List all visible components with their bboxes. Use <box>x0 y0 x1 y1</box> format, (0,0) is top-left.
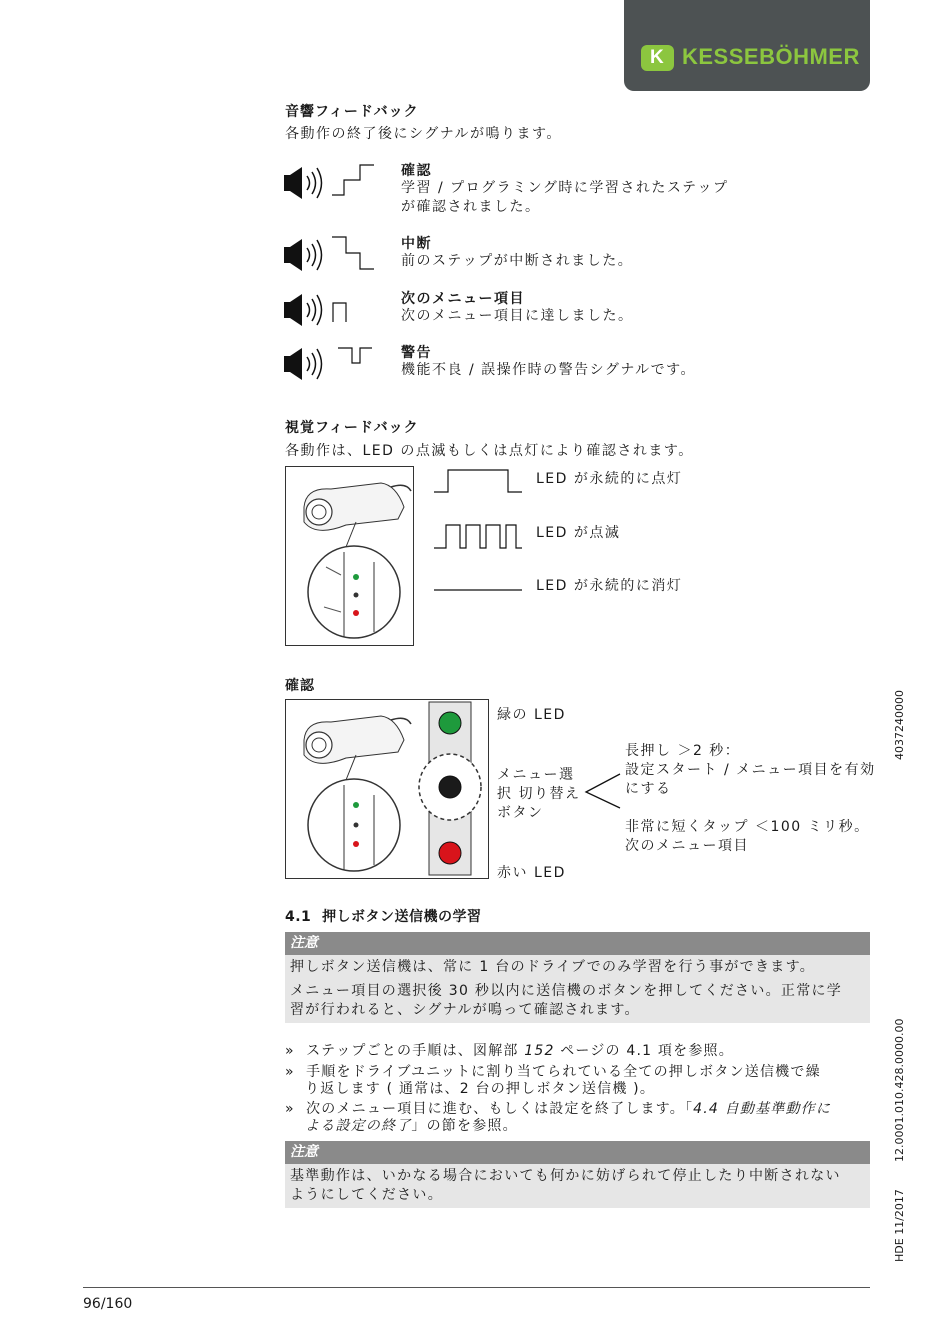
doc-code: 4037240000 <box>893 690 906 760</box>
footer-divider <box>83 1287 870 1288</box>
audio-warning-title: 警告 <box>401 345 432 361</box>
confirm-title: 確認 <box>285 678 315 694</box>
led-off-label: LED が永続的に消灯 <box>536 578 683 594</box>
led-on-waveform-icon <box>434 470 522 492</box>
speaker-icon <box>284 348 322 380</box>
red-led-icon <box>439 842 461 864</box>
audio-abort-title: 中断 <box>401 236 432 252</box>
led-on-label: LED が永続的に点灯 <box>536 471 683 487</box>
confirm-illustration <box>285 699 489 879</box>
bracket-icon <box>582 770 622 810</box>
section-title: 押しボタン送信機の学習 <box>322 909 482 925</box>
waveform-next-icon <box>333 303 346 322</box>
note-1-body <box>285 955 870 1023</box>
device-illustration <box>285 466 414 646</box>
note-1-text-2b: 習が行われると、シグナルが鳴って確認されます。 <box>290 1002 640 1018</box>
red-led-label: 赤い LED <box>497 865 566 881</box>
menu-button-label-3: ボタン <box>497 805 544 821</box>
note-2-text-2: ようにしてください。 <box>290 1187 443 1203</box>
short-tap-label: 非常に短くタップ ＜100 ミリ秒。 <box>625 819 870 835</box>
visual-feedback-intro: 各動作は、LED の点滅もしくは点灯により確認されます。 <box>285 443 694 459</box>
audio-warning-text: 機能不良 / 誤操作時の警告シグナルです。 <box>401 362 697 378</box>
audio-confirm-text: 学習 / プログラミング時に学習されたステップ <box>401 180 729 196</box>
section-heading <box>285 906 482 926</box>
audio-feedback-title: 音響フィードバック <box>285 104 419 120</box>
audio-confirm-title: 確認 <box>401 163 432 179</box>
bullet-item: » 手順をドライブユニットに割り当てられている全ての押しボタン送信機で繰 <box>285 1064 821 1080</box>
note-1-header: 注意 <box>285 932 870 955</box>
led-signal-diagrams <box>430 466 530 606</box>
brand-mark-icon: K <box>641 45 674 71</box>
doc-edition: HDE 11/2017 <box>893 1189 906 1262</box>
note-2-header: 注意 <box>285 1141 870 1164</box>
audio-next-text: 次のメニュー項目に達しました。 <box>401 308 634 324</box>
red-led-dot <box>353 610 359 616</box>
bullet-item: » ステップごとの手順は、図解部 152 ページの 4.1 項を参照。 <box>285 1043 734 1059</box>
waveform-warning-icon <box>338 348 372 363</box>
audio-signal-icons <box>280 155 390 395</box>
led-blink-label: LED が点滅 <box>536 525 621 541</box>
brand-logo-box <box>624 0 870 91</box>
speaker-icon <box>284 239 322 271</box>
menu-button-label-1: メニュー選 <box>497 767 575 783</box>
page-number: 96/160 <box>83 1296 133 1312</box>
note-1-text: 押しボタン送信機は、常に 1 台のドライブでのみ学習を行う事ができます。 <box>290 959 816 975</box>
section-link[interactable]: 4.4 自動基準動作に <box>693 1101 832 1117</box>
waveform-abort-icon <box>332 237 374 269</box>
bullet-item: » 次のメニュー項目に進む、もしくは設定を終了します。「4.4 自動基準動作に <box>285 1101 832 1117</box>
brand-name: KESSEBÖHMER <box>682 44 860 69</box>
long-press-desc-1: 設定スタート / メニュー項目を有効 <box>625 762 876 778</box>
long-press-desc-2: にする <box>625 781 672 797</box>
audio-next-title: 次のメニュー項目 <box>401 291 525 307</box>
short-tap-desc: 次のメニュー項目 <box>625 838 749 854</box>
waveform-confirm-icon <box>332 165 374 195</box>
section-number: 4.1 <box>285 909 312 925</box>
green-led-icon <box>439 712 461 734</box>
bullet-item-continuation: り返します ( 通常は、2 台の押しボタン送信機 )。 <box>305 1081 656 1097</box>
doc-article-number: 12.0001.010.428.0000.00 <box>893 1018 906 1162</box>
speaker-icon <box>284 294 322 326</box>
menu-button-label-2: 択 切り替え <box>497 786 581 802</box>
green-led-dot <box>353 574 359 580</box>
led-blink-waveform-icon <box>434 525 522 548</box>
audio-feedback-intro: 各動作の終了後にシグナルが鳴ります。 <box>285 126 562 142</box>
green-led-label: 緑の LED <box>497 707 566 723</box>
note-1-text-2a: メニュー項目の選択後 30 秒以内に送信機のボタンを押してください。正常に学 <box>290 983 843 999</box>
note-2-body <box>285 1164 870 1208</box>
long-press-label: 長押し ＞2 秒： <box>625 743 741 759</box>
menu-button-icon <box>439 776 461 798</box>
page-link[interactable]: 152 <box>524 1043 555 1059</box>
note-2-text: 基準動作は、いかなる場合においても何かに妨げられて停止したり中断されない <box>290 1168 841 1184</box>
visual-feedback-title: 視覚フィードバック <box>285 420 419 436</box>
speaker-icon <box>284 167 322 199</box>
bullet-item-continuation: よる設定の終了」の節を参照。 <box>305 1118 518 1134</box>
section-link-2[interactable]: よる設定の終了 <box>305 1118 412 1134</box>
audio-confirm-text-2: が確認されました。 <box>401 199 541 215</box>
audio-abort-text: 前のステップが中断されました。 <box>401 253 634 269</box>
